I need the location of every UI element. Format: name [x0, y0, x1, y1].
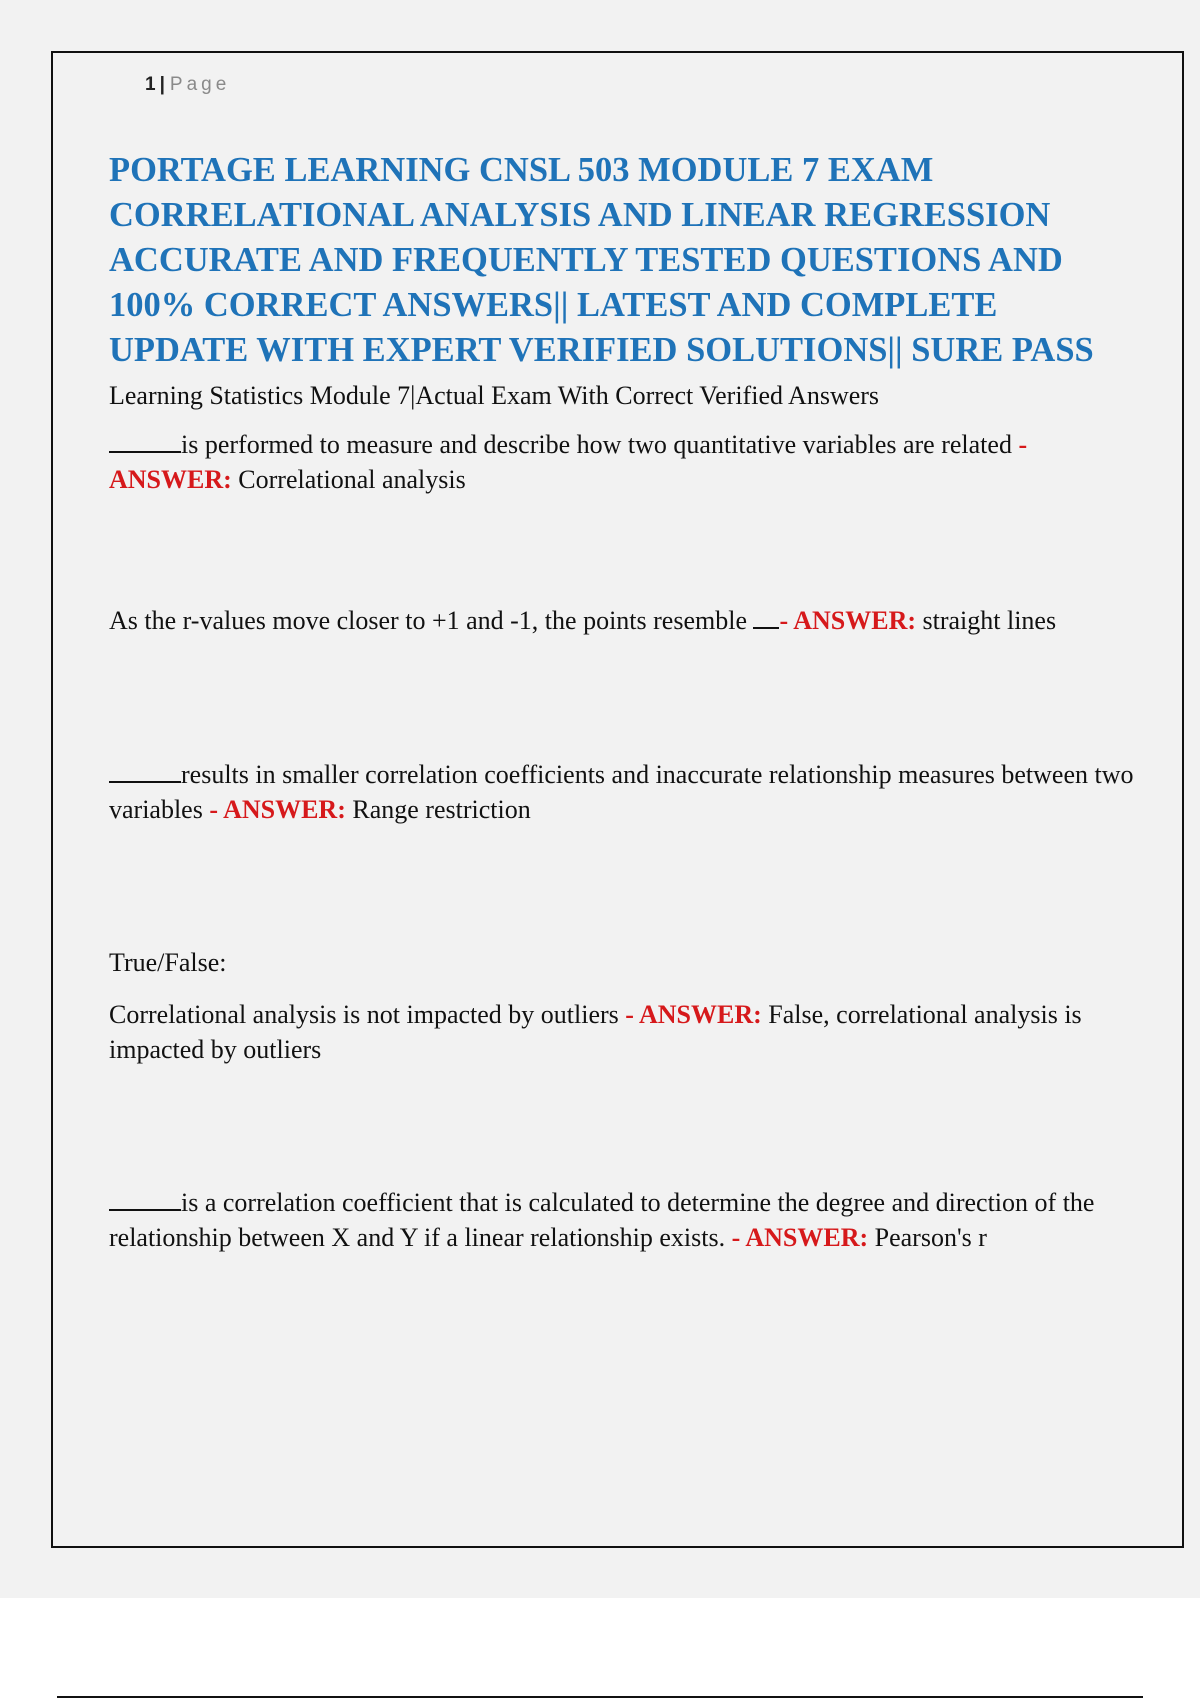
answer-text: Range restriction	[352, 795, 531, 824]
question-3	[109, 757, 1134, 827]
footer-rule	[57, 1696, 1143, 1698]
document-title: PORTAGE LEARNING CNSL 503 MODULE 7 EXAM CORRELATIONAL ANALYSIS AND LINEAR REGRESSION ACCURATE AND FREQUENTLY TESTED QUESTIONS AND 100% CORRECT ANSWERS|| LATEST AND COMPLETE UPDATE WITH EXPERT VERIFIED SOLUTIONS|| SURE PASS	[109, 151, 1094, 369]
answer-marker: - ANSWER:	[209, 795, 346, 824]
page-number-header	[145, 74, 230, 96]
page-label: Page	[169, 74, 231, 95]
document-subtitle: Learning Statistics Module 7|Actual Exam With Correct Verified Answers	[109, 381, 880, 410]
answer-marker: - ANSWER:	[731, 1223, 869, 1252]
answer-marker: - ANSWER:	[779, 606, 916, 635]
question-text: results in smaller correlation coefficients and inaccurate relationship measures between two variables	[109, 760, 1134, 824]
question-4	[109, 997, 1134, 1067]
answer-marker: - ANSWER:	[625, 1000, 762, 1029]
answer-blank	[753, 605, 779, 629]
answer-marker: - ANSWER:	[109, 430, 1028, 494]
answer-text: straight lines	[922, 606, 1057, 635]
page-separator: |	[159, 74, 166, 95]
question-2	[109, 603, 1134, 638]
true-false-label: True/False:	[109, 948, 227, 977]
question-text: is performed to measure and describe how two quantitative variables are related	[181, 430, 1012, 459]
document-content	[109, 148, 1134, 1255]
answer-text: False, correlational analysis is impacted by outliers	[109, 1000, 1082, 1064]
question-text: As the r-values move closer to +1 and -1, the points resemble	[109, 606, 747, 635]
answer-text: Correlational analysis	[238, 465, 466, 494]
answer-blank	[109, 759, 181, 783]
answer-text: Pearson's r	[874, 1223, 987, 1252]
page-number: 1	[145, 74, 157, 95]
question-text: is a correlation coefficient that is calculated to determine the degree and direction of the relationship between X and Y if a linear relationship exists.	[109, 1188, 1095, 1252]
answer-blank	[109, 429, 181, 453]
question-1	[109, 427, 1134, 497]
question-text: Correlational analysis is not impacted by outliers	[109, 1000, 619, 1029]
answer-blank	[109, 1187, 181, 1211]
question-5	[109, 1185, 1134, 1255]
